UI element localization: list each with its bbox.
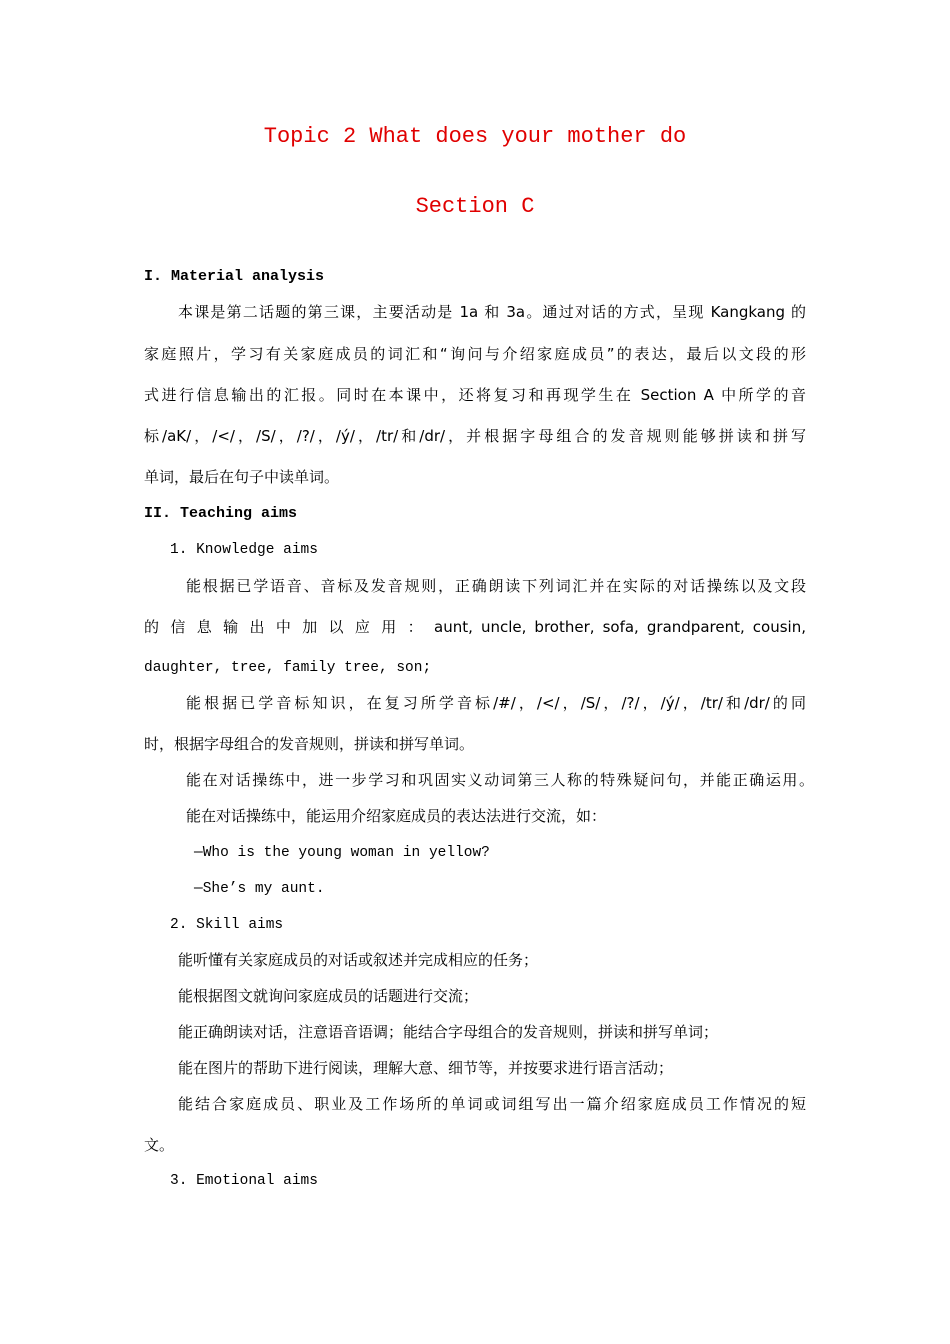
material-line: 式进行信息输出的汇报。同时在本课中，还将复习和再现学生在 Section A 中所学的音 [144,386,806,404]
section-title: Section C [415,194,535,219]
material-analysis-heading: I. Material analysis [144,268,325,285]
knowledge-line: 时，根据字母组合的发音规则，拼读和拼写单词。 [144,735,475,753]
teaching-aims-heading: II. Teaching aims [144,505,298,522]
skill-aims-label: 2. Skill aims [170,917,284,933]
knowledge-line: 能根据已学语音、音标及发音规则，正确朗读下列词汇并在实际的对话操练以及文段 [186,577,806,595]
emotional-aims-label: 3. Emotional aims [170,1173,318,1189]
knowledge-line: 能根据已学音标知识，在复习所学音标/#/，/</，/S/，/?/，/ý/，/tr/和/dr/的同 [186,694,806,712]
skill-line: 能结合家庭成员、职业及工作场所的单词或词组写出一篇介绍家庭成员工作情况的短 [178,1095,806,1113]
skill-line: 文。 [144,1136,175,1154]
knowledge-aims-label: 1. Knowledge aims [170,542,318,558]
skill-line: 能正确朗读对话，注意语音语调；能结合字母组合的发音规则，拼读和拼写单词； [178,1023,719,1041]
topic-title: Topic 2 What does your mother do [263,124,687,149]
dialogue-line: —She’s my aunt. [194,881,325,897]
material-line: 本课是第二话题的第三课，主要活动是 1a 和 3a。通过对话的方式，呈现 Kangkang 的 [178,303,806,321]
material-line: 家庭照片，学习有关家庭成员的词汇和“询问与介绍家庭成员”的表达，最后以文段的形 [144,345,806,363]
knowledge-line: 能在对话操练中，进一步学习和巩固实义动词第三人称的特殊疑问句，并能正确运用。 [186,771,814,789]
knowledge-line: 能在对话操练中，能运用介绍家庭成员的表达法进行交流，如： [186,807,607,825]
skill-line: 能根据图文就询问家庭成员的话题进行交流； [178,987,479,1005]
knowledge-line: 的 信 息 输 出 中 加 以 应 用 ： aunt, uncle, brother, sofa, grandparent, cousin, [144,618,806,636]
knowledge-line: daughter, tree, family tree, son; [144,660,432,676]
material-line: 单词，最后在句子中读单词。 [144,468,340,486]
skill-line: 能在图片的帮助下进行阅读，理解大意、细节等，并按要求进行语言活动； [178,1059,674,1077]
skill-line: 能听懂有关家庭成员的对话或叙述并完成相应的任务； [178,951,539,969]
material-line: 标/aK/，/</，/S/，/?/，/ý/，/tr/和/dr/，并根据字母组合的发音规则能够拼读和拼写 [144,427,806,445]
dialogue-line: —Who is the young woman in yellow? [194,845,490,861]
